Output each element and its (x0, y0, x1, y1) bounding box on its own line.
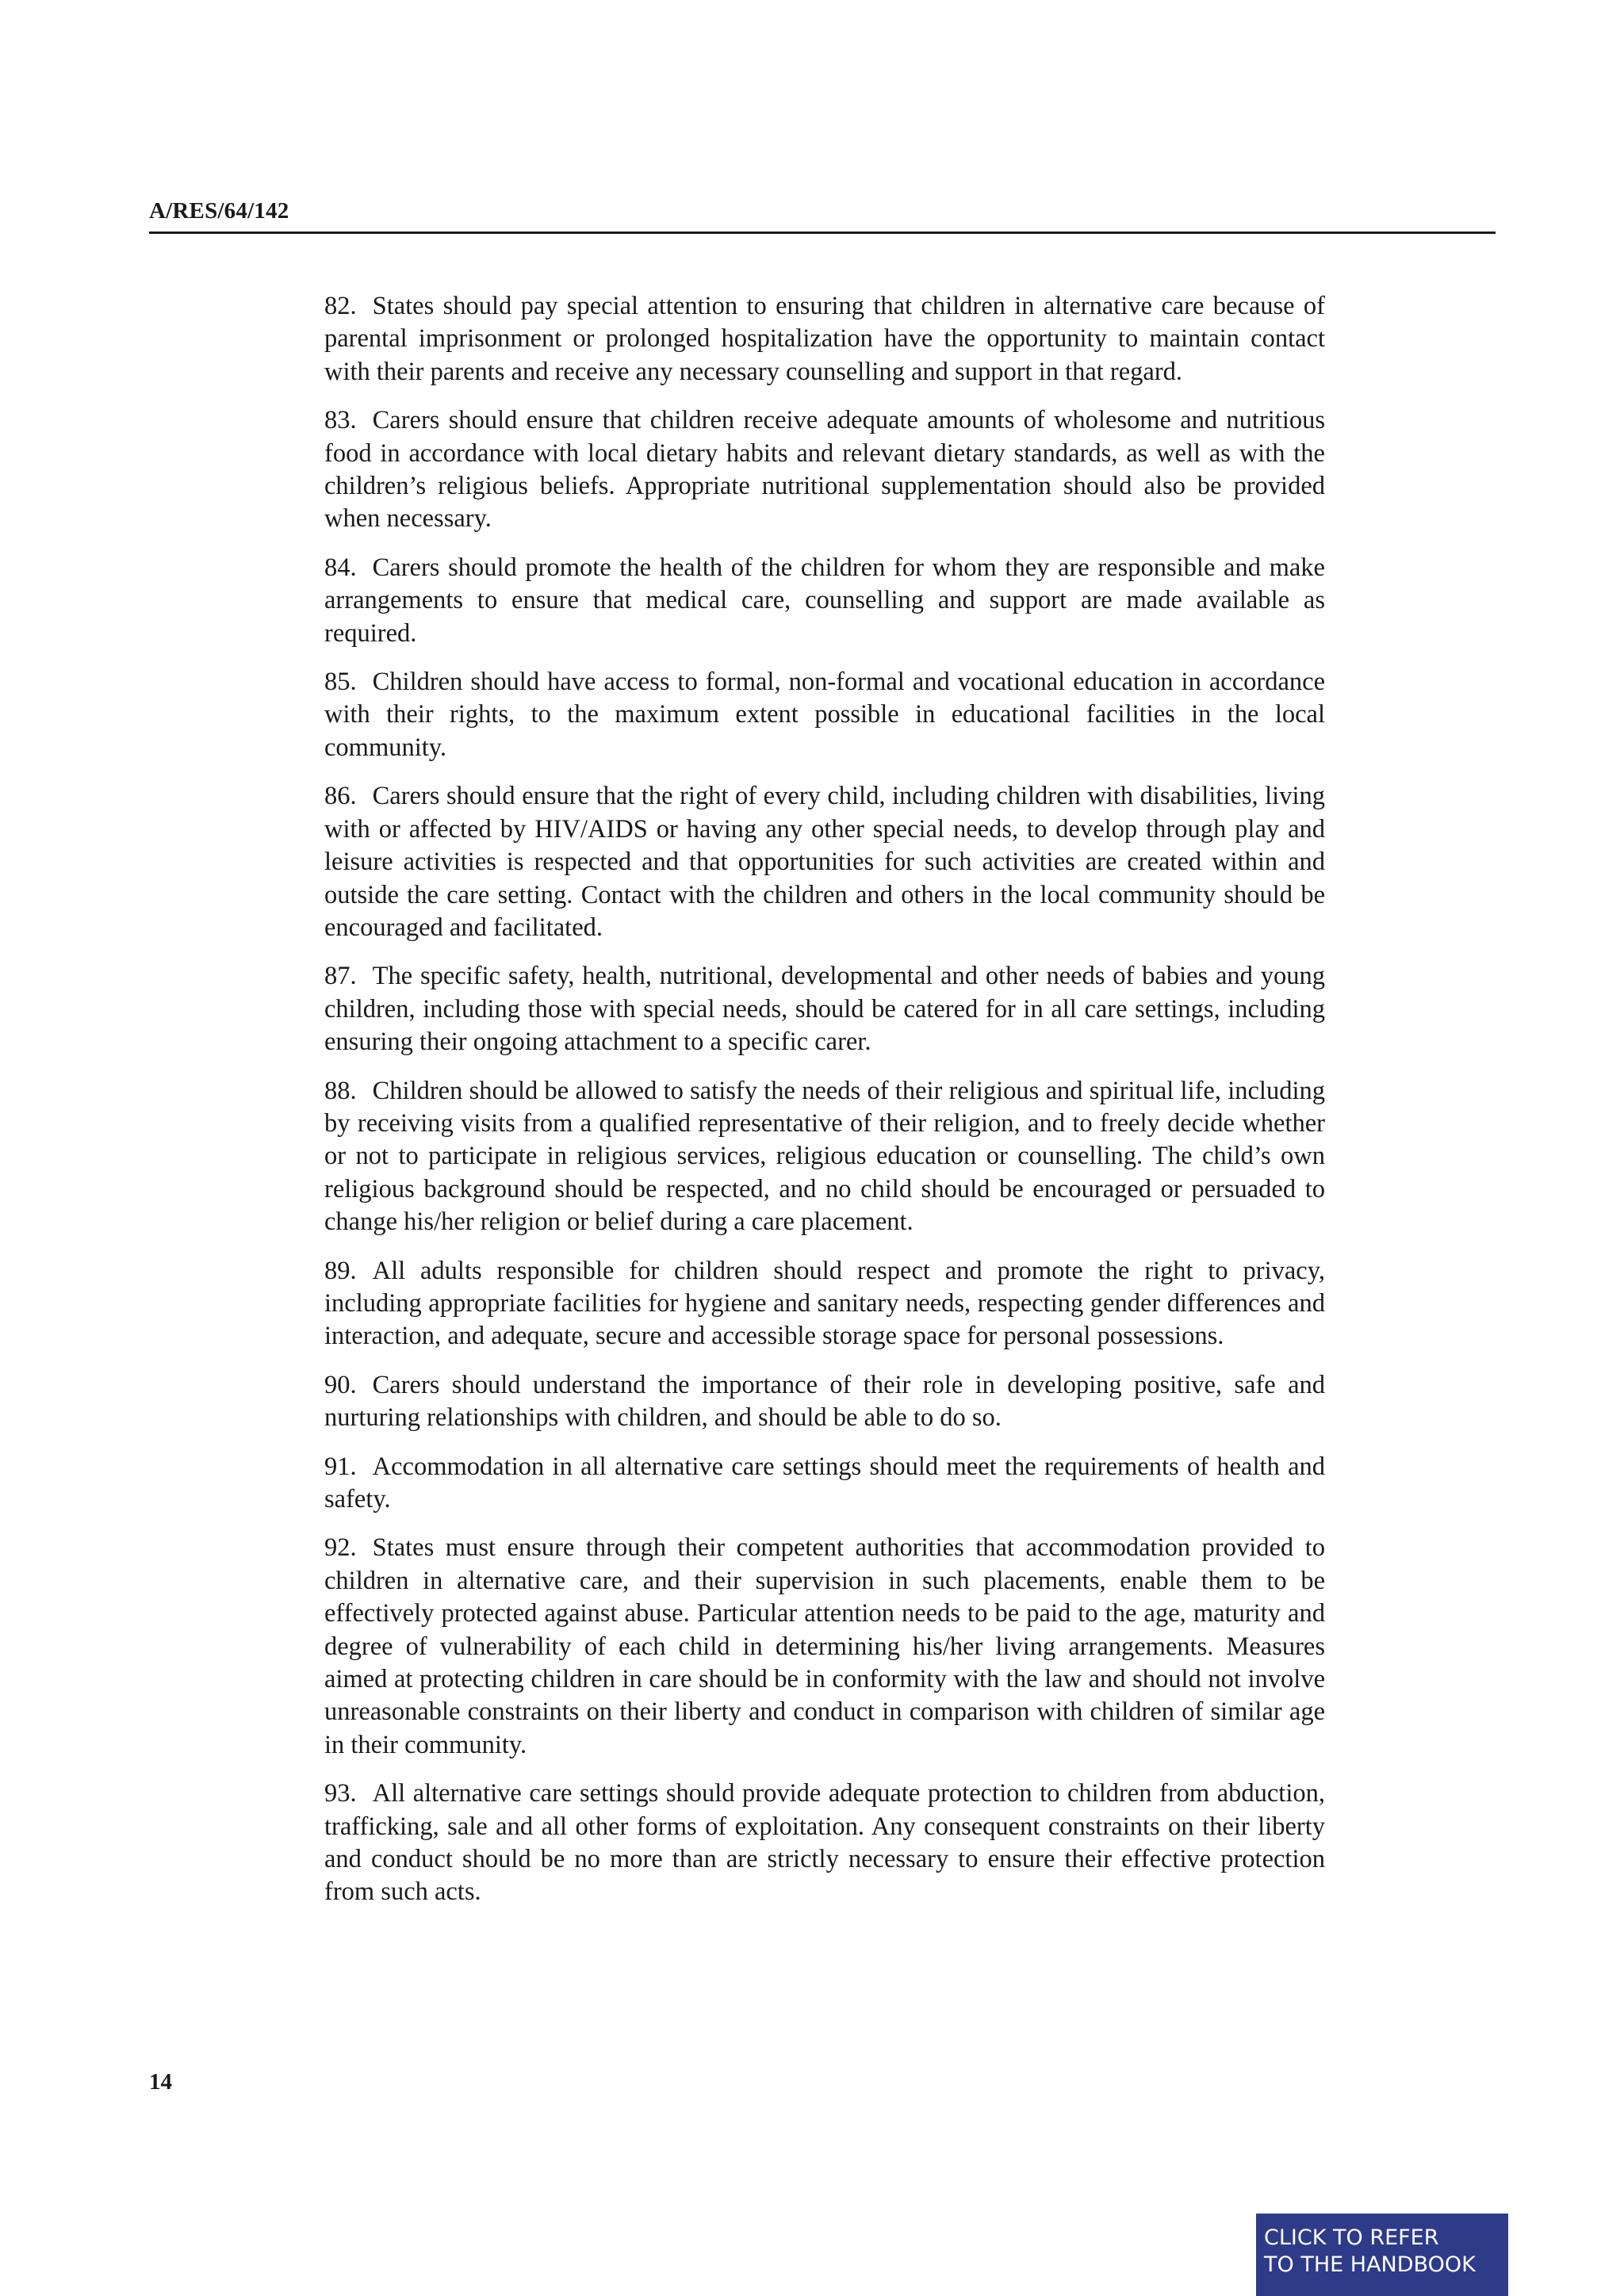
paragraph-91 (324, 1451, 1325, 1517)
paragraph-number: 93. (324, 1779, 357, 1808)
paragraph-text: Children should be allowed to satisfy the needs of their religious and spiritual life, including by receiving visits from a qualified representative of their religion, and to freely decide whether or not to participate in religious services, religious education or counselling. The child’s own religious background should be respected, and no child should be encouraged or persuaded to change his/her religion or belief during a care placement. (324, 1076, 1325, 1237)
paragraph-number: 84. (324, 553, 357, 582)
paragraph-text: Carers should ensure that the right of every child, including children with disabilities, living with or affected by HIV/AIDS or having any other special needs, to develop through play and leisure activities is respected and that opportunities for such activities are created within and outside the care setting. Contact with the children and others in the local community should be encouraged and facilitated. (324, 782, 1325, 942)
paragraph-84 (324, 552, 1325, 650)
paragraph-number: 87. (324, 962, 357, 991)
paragraph-text: Carers should promote the health of the children for whom they are responsible and make arrangements to ensure that medical care, counselling and support are made available as required. (324, 553, 1325, 648)
paragraph-87 (324, 960, 1325, 1058)
document-body (324, 290, 1325, 1925)
paragraph-number: 92. (324, 1533, 357, 1563)
paragraph-text: Children should have access to formal, non-formal and vocational education in accordance with their rights, to the maximum extent possible in educational facilities in the local community. (324, 668, 1325, 762)
paragraph-text: The specific safety, health, nutritional, developmental and other needs of babies and young children, including those with special needs, should be catered for in all care settings, including ensuring their ongoing attachment to a specific carer. (324, 962, 1325, 1057)
paragraph-89 (324, 1255, 1325, 1353)
paragraph-83 (324, 404, 1325, 536)
paragraph-number: 86. (324, 782, 357, 811)
handbook-button-line-1: CLICK TO REFER (1264, 2225, 1439, 2250)
paragraph-number: 83. (324, 406, 357, 435)
paragraph-text: States should pay special attention to ensuring that children in alternative care because of parental imprisonment or prolonged hospitalization have the opportunity to maintain contact with their parents and receive any necessary counselling and support in that regard. (324, 292, 1325, 386)
paragraph-number: 89. (324, 1256, 357, 1285)
document-symbol: A/RES/64/142 (149, 198, 289, 224)
paragraph-90 (324, 1369, 1325, 1435)
paragraph-text: All adults responsible for children should respect and promote the right to privacy, including appropriate facilities for hygiene and sanitary needs, respecting gender differences and interaction, and adequate, secure and accessible storage space for personal possessions. (324, 1256, 1325, 1351)
handbook-button-line-2: TO THE HANDBOOK (1264, 2252, 1476, 2277)
paragraph-82 (324, 290, 1325, 388)
paragraph-text: States must ensure through their competent authorities that accommodation provided to children in alternative care, and their supervision in such placements, enable them to be effectively protected against abuse. Particular attention needs to be paid to the age, maturity and degree of vulnerability of each child in determining his/her living arrangements. Measures aimed at protecting children in care should be in conformity with the law and should not involve unreasonable constraints on their liberty and conduct in comparison with children of similar age in their community. (324, 1533, 1325, 1759)
paragraph-88 (324, 1075, 1325, 1239)
page-number: 14 (149, 2069, 172, 2095)
paragraph-number: 85. (324, 668, 357, 697)
paragraph-number: 88. (324, 1076, 357, 1105)
paragraph-number: 82. (324, 292, 357, 320)
paragraph-text: Carers should understand the importance of their role in developing positive, safe and nurturing relationships with children, and should be able to do so. (324, 1370, 1325, 1433)
header-divider (149, 232, 1496, 234)
paragraph-number: 91. (324, 1452, 357, 1481)
paragraph-86 (324, 780, 1325, 944)
paragraph-85 (324, 666, 1325, 764)
paragraph-number: 90. (324, 1370, 357, 1399)
paragraph-92 (324, 1532, 1325, 1762)
paragraph-text: Carers should ensure that children receive adequate amounts of wholesome and nutritious food in accordance with local dietary habits and relevant dietary standards, as well as with the children’s religious beliefs. Appropriate nutritional supplementation should also be provided when necessary. (324, 406, 1325, 534)
refer-to-handbook-button[interactable] (1256, 2214, 1508, 2296)
paragraph-text: Accommodation in all alternative care settings should meet the requirements of health and safety. (324, 1452, 1325, 1513)
paragraph-93 (324, 1777, 1325, 1909)
paragraph-text: All alternative care settings should provide adequate protection to children from abduction, trafficking, sale and all other forms of exploitation. Any consequent constraints on their liberty and conduct should be no more than are strictly necessary to ensure their effective protection from such acts. (324, 1779, 1325, 1907)
